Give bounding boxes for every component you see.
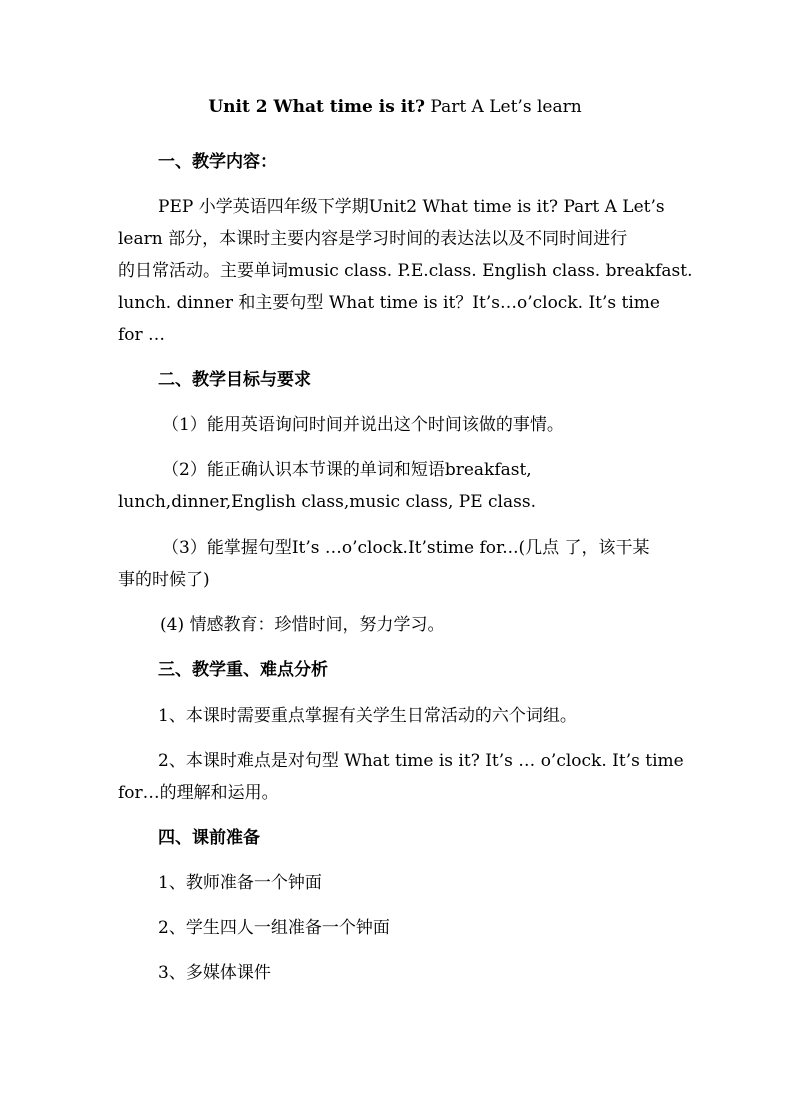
paragraph-line: learn 部分，本课时主要内容是学习时间的表达法以及不同时间进行 [118, 229, 628, 249]
title-part: Part A Let’s learn [424, 97, 582, 117]
document-title [0, 96, 790, 118]
paragraph-line: PEP 小学英语四年级下学期Unit2 What time is it? Part A Let’s [158, 197, 665, 217]
key-point-2-continued: for…的理解和运用。 [118, 783, 279, 803]
preparation-item-2: 2、学生四人一组准备一个钟面 [158, 918, 390, 938]
goal-item-3: （3）能掌握句型It’s …o’clock.It’stime for...(几点 了，该干某 [162, 538, 650, 558]
key-point-1: 1、本课时需要重点掌握有关学生日常活动的六个词组。 [158, 706, 577, 726]
preparation-item-3: 3、多媒体课件 [158, 963, 271, 983]
goal-item-2-continued: lunch,dinner,English class,music class, PE class. [118, 492, 536, 512]
title-main: Unit 2 What time is it? [208, 97, 425, 117]
goal-item-4: (4) 情感教育：珍惜时间，努力学习。 [160, 615, 445, 635]
goal-item-1: （1）能用英语询问时间并说出这个时间该做的事情。 [162, 415, 564, 435]
paragraph-line: lunch. dinner 和主要句型 What time is it？It’s…o’clock. It’s time [118, 293, 660, 313]
section-heading-goals: 二、教学目标与要求 [158, 370, 311, 390]
section-heading-preparation: 四、课前准备 [158, 828, 260, 848]
key-point-2: 2、本课时难点是对句型 What time is it? It’s … o’clock. It’s time [158, 751, 684, 771]
section-heading-content: 一、教学内容： [158, 152, 277, 172]
paragraph-line: 的日常活动。主要单词music class. P.E.class. English class. breakfast. [118, 261, 693, 281]
preparation-item-1: 1、教师准备一个钟面 [158, 873, 322, 893]
goal-item-2: （2）能正确认识本节课的单词和短语breakfast, [162, 460, 532, 480]
section-heading-key-points: 三、教学重、难点分析 [158, 660, 328, 680]
goal-item-3-continued: 事的时候了) [118, 570, 210, 590]
paragraph-line: for … [118, 325, 166, 345]
